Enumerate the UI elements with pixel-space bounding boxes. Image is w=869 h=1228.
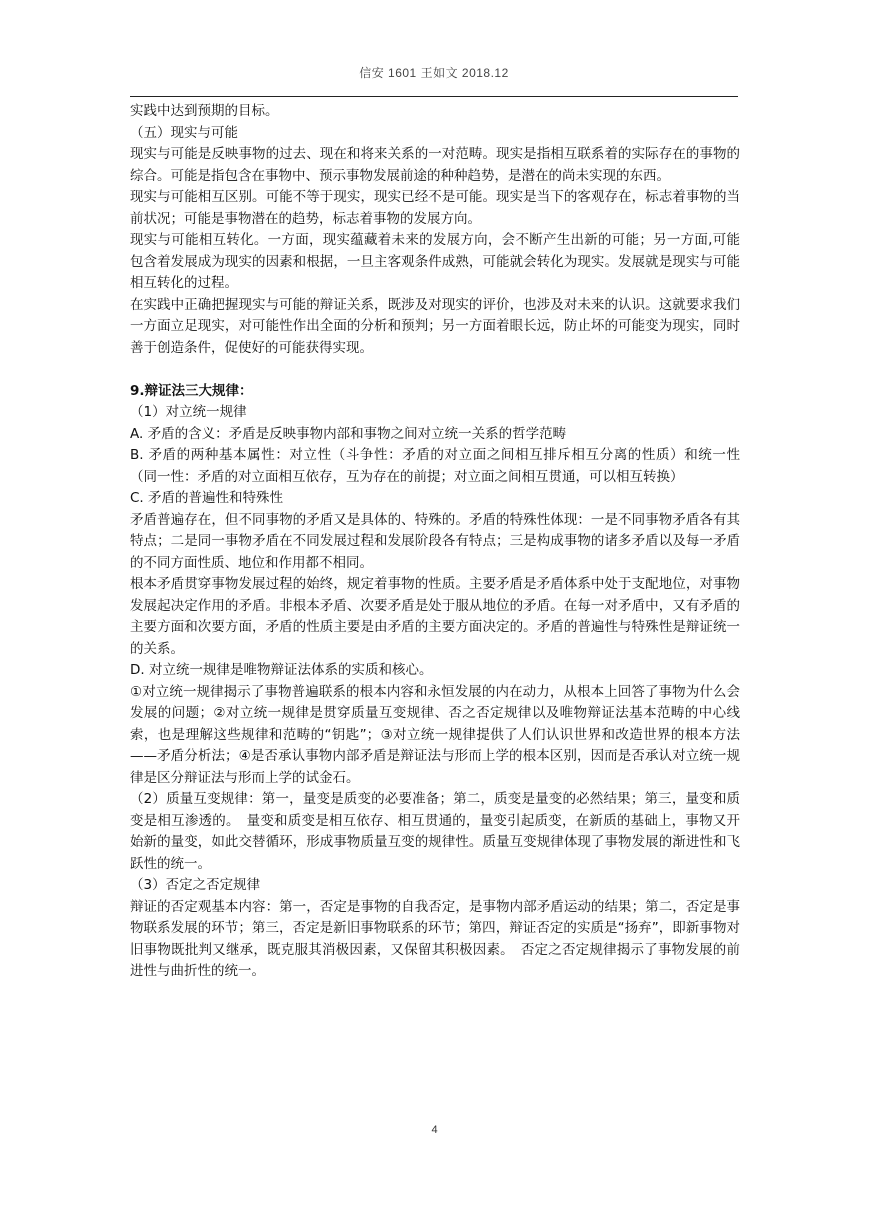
document-body <box>130 101 740 983</box>
header-divider <box>130 96 738 97</box>
list-item-a: A. 矛盾的含义：矛盾是反映事物内部和事物之间对立统一关系的哲学范畴 <box>130 425 567 442</box>
list-item-b: B. 矛盾的两种基本属性：对立性（斗争性：矛盾的对立面之间相互排斥相互分离的性质）和统一性（同一性：矛盾的对立面相互依存，互为存在的前提；对立面之间相互贯通，可以相互转换） <box>130 447 740 485</box>
subheading-reality-possibility: （五）现实与可能 <box>130 124 238 141</box>
paragraph-transformation: 现实与可能相互转化。一方面，现实蕴藏着未来的发展方向，会不断产生出新的可能；另一方面,可能包含着发展成为现实的因素和根据，一旦主客观条件成熟，可能就会转化为现实。发展就是现实与可能相互转化的过程。 <box>130 232 740 291</box>
paragraph-quality-quantity: （2）质量互变规律：第一，量变是质变的必要准备；第二，质变是量变的必然结果；第三，量变和质变是相互渗透的。 量变和质变是相互依存、相互贯通的，量变引起质变，在新质的基础上，事物又开始新的量变，如此交替循环，形成事物质量互变的规律性。质量互变规律体现了事物发展的渐进性和飞跃性的统一。 <box>130 791 740 872</box>
section-title: 9.辩证法三大规律： <box>130 382 253 399</box>
paragraph-core-points: ①对立统一规律揭示了事物普遍联系的根本内容和永恒发展的内在动力，从根本上回答了事物为什么会发展的问题；②对立统一规律是贯穿质量互变规律、否之否定规律以及唯物辩证法基本范畴的中心线索，也是理解这些规律和范畴的“钥匙”；③对立统一规律提供了人们认识世界和改造世界的根本方法——矛盾分析法；④是否承认事物内部矛盾是辩证法与形而上学的根本区别，因而是否承认对立统一规律是区分辩证法与形而上学的试金石。 <box>130 683 740 786</box>
subheading-negation-of-negation: （3）否定之否定规律 <box>130 877 261 893</box>
paragraph-particularity: 矛盾普遍存在，但不同事物的矛盾又是具体的、特殊的。矛盾的特殊性体现：一是不同事物矛盾各有其特点；二是同一事物矛盾在不同发展过程和发展阶段各有特点；三是构成事物的诸多矛盾以及每一矛盾的不同方面性质、地位和作用都不相同。 <box>130 511 740 571</box>
paragraph-fundamental-contradiction: 根本矛盾贯穿事物发展过程的始终，规定着事物的性质。主要矛盾是矛盾体系中处于支配地位，对事物发展起决定作用的矛盾。非根本矛盾、次要矛盾是处于服从地位的矛盾。在每一对矛盾中，又有矛盾的主要方面和次要方面，矛盾的性质主要是由矛盾的主要方面决定的。矛盾的普遍性与特殊性是辩证统一的关系。 <box>130 576 740 657</box>
page-header: 信安 1601 王如文 2018.12 <box>359 66 509 80</box>
paragraph-continuation: 实践中达到预期的目标。 <box>130 103 279 119</box>
paragraph-distinction: 现实与可能相互区别。可能不等于现实，现实已经不是可能。现实是当下的客观存在，标志着事物的当前状况；可能是事物潜在的趋势，标志着事物的发展方向。 <box>130 189 740 227</box>
list-item-d: D. 对立统一规律是唯物辩证法体系的实质和核心。 <box>130 662 433 678</box>
paragraph-practice: 在实践中正确把握现实与可能的辩证关系，既涉及对现实的评价，也涉及对未来的认识。这就要求我们一方面立足现实，对可能性作出全面的分析和预判；另一方面着眼长远，防止坏的可能变为现实，同时善于创造条件，促使好的可能获得实现。 <box>130 296 740 356</box>
page-number: 4 <box>431 1124 438 1136</box>
paragraph-negation: 辩证的否定观基本内容：第一，否定是事物的自我否定，是事物内部矛盾运动的结果；第二，否定是事物联系发展的环节；第三，否定是新旧事物联系的环节；第四，辩证否定的实质是“扬弃”，即新事物对旧事物既批判又继承，既克服其消极因素，又保留其积极因素。 否定之否定规律揭示了事物发展的前进性与曲折性的统一。 <box>130 898 740 979</box>
paragraph-definition: 现实与可能是反映事物的过去、现在和将来关系的一对范畴。现实是指相互联系着的实际存在的事物的综合。可能是指包含在事物中、预示事物发展前途的种种趋势，是潜在的尚未实现的东西。 <box>130 146 740 184</box>
list-item-c: C. 矛盾的普遍性和特殊性 <box>130 490 284 506</box>
subheading-unity-of-opposites: （1）对立统一规律 <box>130 404 247 420</box>
